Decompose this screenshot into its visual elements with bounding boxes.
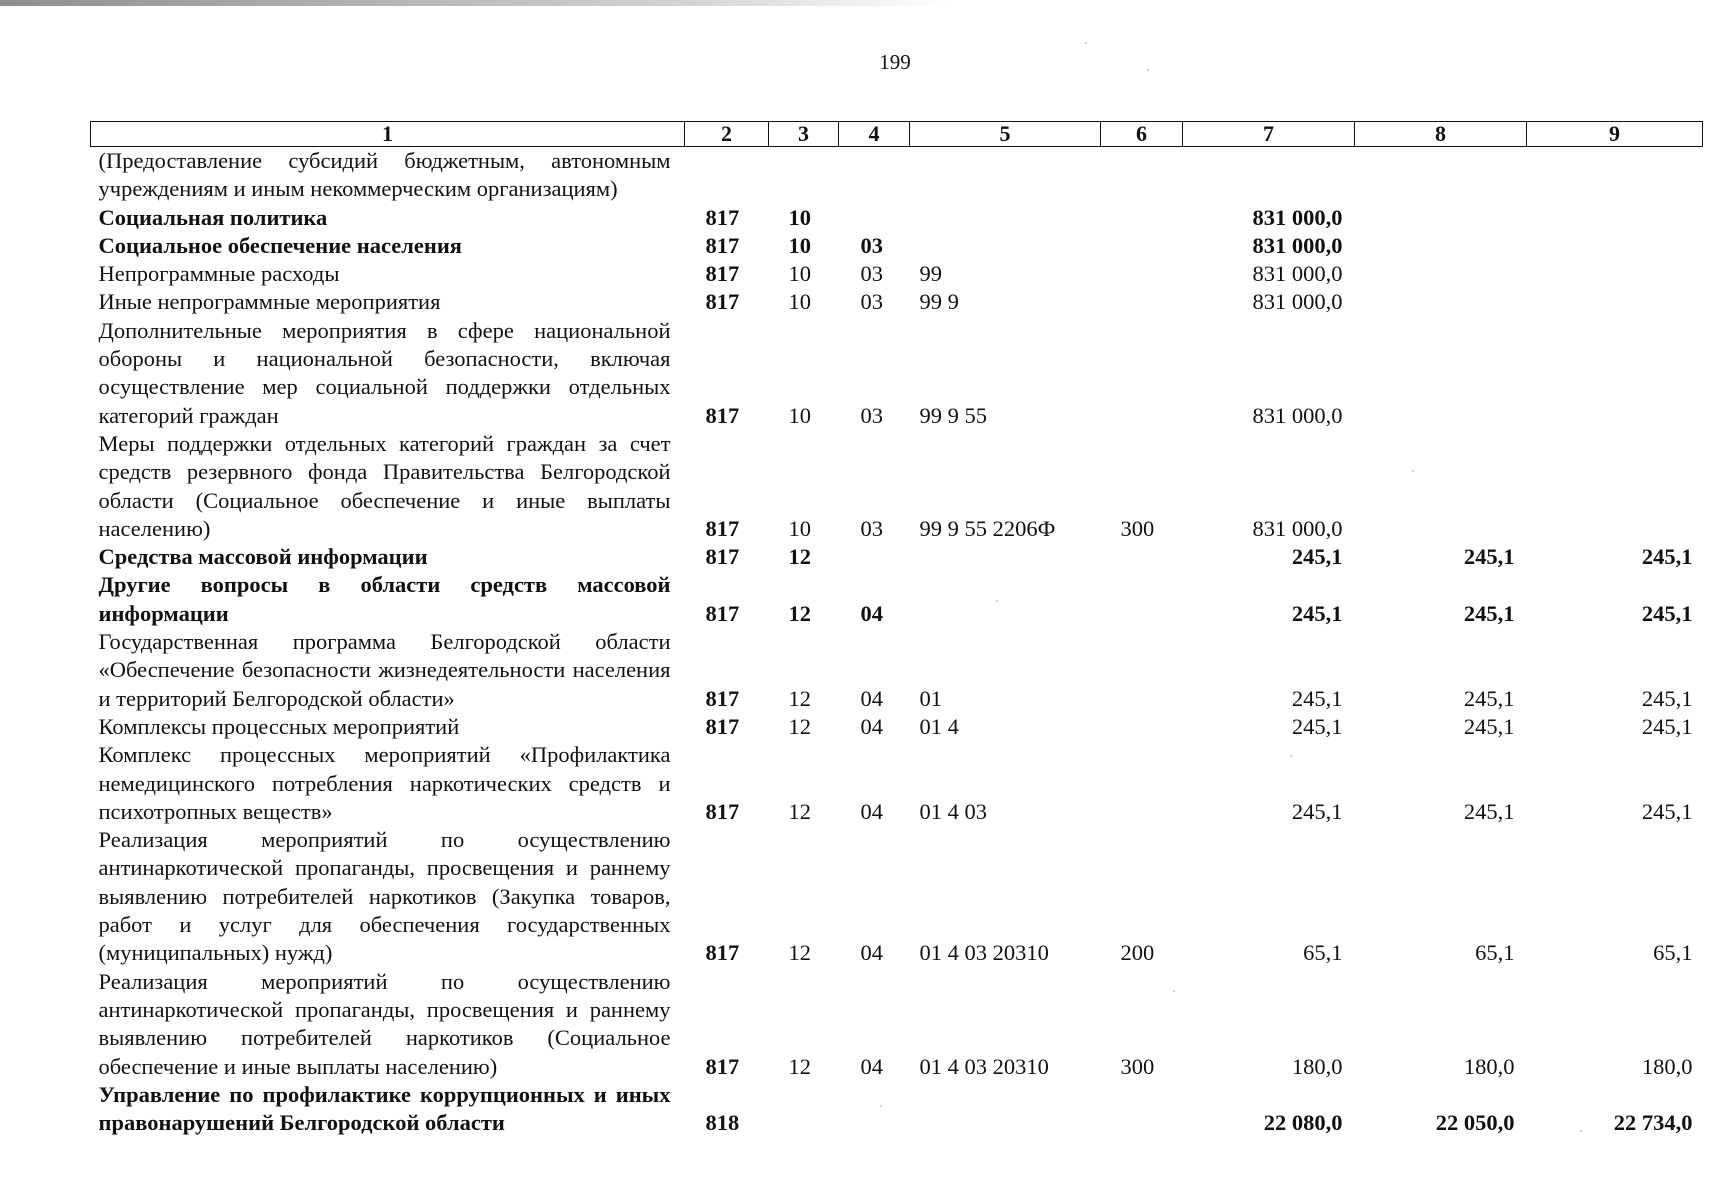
item-name-cell: Средства массовой информации bbox=[98, 544, 428, 570]
item-name-cell: Социальное обеспечение населения bbox=[98, 232, 462, 258]
amount-col7-cell: 245,1 bbox=[1291, 713, 1343, 739]
admin-code-cell: 817 bbox=[705, 600, 740, 626]
subsection-code-cell bbox=[839, 1081, 910, 1138]
expense-type-cell bbox=[1101, 232, 1183, 260]
admin-code-cell: 817 bbox=[705, 685, 740, 711]
expense-type-cell bbox=[1101, 628, 1183, 713]
admin-code-cell: 817 bbox=[705, 289, 740, 315]
amount-col9-cell bbox=[1527, 288, 1703, 316]
table-row bbox=[91, 1081, 1703, 1138]
scan-speck bbox=[1290, 755, 1292, 757]
budget-table bbox=[90, 121, 1703, 1137]
amount-col9-cell bbox=[1527, 317, 1703, 430]
admin-code-cell: 817 bbox=[705, 204, 740, 230]
table-row bbox=[91, 288, 1703, 316]
amount-col9-cell bbox=[1527, 260, 1703, 288]
header-cell: 3 bbox=[769, 122, 839, 147]
amount-col9-cell: 245,1 bbox=[1641, 798, 1693, 824]
expense-type-cell bbox=[1101, 317, 1183, 430]
subsection-code-cell: 03 bbox=[860, 289, 883, 315]
item-name-cell: Непрограммные расходы bbox=[98, 261, 340, 287]
page-number: 199 bbox=[879, 50, 911, 74]
table-body bbox=[91, 147, 1703, 1138]
target-article-cell bbox=[910, 571, 1101, 628]
scan-speck bbox=[1412, 470, 1414, 472]
section-code-cell bbox=[769, 147, 839, 204]
table-row bbox=[91, 147, 1703, 204]
admin-code-cell: 817 bbox=[705, 232, 740, 258]
amount-col7-cell: 831 000,0 bbox=[1252, 402, 1343, 428]
subsection-code-cell: 03 bbox=[860, 402, 883, 428]
admin-code-cell: 817 bbox=[705, 713, 740, 739]
amount-col7-cell: 65,1 bbox=[1303, 940, 1343, 966]
scan-speck bbox=[1085, 42, 1087, 44]
scan-speck bbox=[1147, 69, 1149, 71]
amount-col9-cell: 245,1 bbox=[1641, 544, 1693, 570]
amount-col8-cell: 245,1 bbox=[1463, 544, 1515, 570]
item-name-cell: Реализация мероприятий по осуществлению антинаркотической пропаганды, просвещения и раннему выявлению потребителей наркотиков (Социальное обеспечение и иные выплаты населению) bbox=[98, 968, 671, 1079]
section-code-cell: 12 bbox=[788, 685, 811, 711]
item-name-cell: Меры поддержки отдельных категорий граждан за счет средств резервного фонда Правительства Белгородской области (Социальное обеспечение и иные выплаты населению) bbox=[98, 430, 671, 541]
expense-type-cell: 300 bbox=[1120, 1053, 1155, 1079]
table-row bbox=[91, 741, 1703, 826]
amount-col9-cell bbox=[1527, 147, 1703, 204]
target-article-cell bbox=[910, 543, 1101, 571]
table-row bbox=[91, 713, 1703, 741]
expense-type-cell bbox=[1101, 543, 1183, 571]
target-article-cell: 99 bbox=[919, 261, 942, 287]
header-cell: 4 bbox=[839, 122, 910, 147]
header-row bbox=[91, 122, 1703, 147]
item-name-cell: Реализация мероприятий по осуществлению антинаркотической пропаганды, просвещения и раннему выявлению потребителей наркотиков (Закупка товаров, работ и услуг для обеспечения государственных (муниципальных) нужд) bbox=[98, 827, 671, 966]
subsection-code-cell: 04 bbox=[860, 940, 883, 966]
header-cell: 2 bbox=[685, 122, 769, 147]
amount-col7-cell: 245,1 bbox=[1291, 685, 1343, 711]
expense-type-cell bbox=[1101, 147, 1183, 204]
amount-col7-cell: 22 080,0 bbox=[1263, 1110, 1343, 1136]
subsection-code-cell: 04 bbox=[860, 1053, 883, 1079]
admin-code-cell bbox=[685, 147, 769, 204]
expense-type-cell bbox=[1101, 1081, 1183, 1138]
table-header bbox=[91, 122, 1703, 147]
admin-code-cell: 817 bbox=[705, 544, 740, 570]
expense-type-cell bbox=[1101, 260, 1183, 288]
subsection-code-cell: 04 bbox=[860, 685, 883, 711]
admin-code-cell: 817 bbox=[705, 798, 740, 824]
amount-col9-cell: 180,0 bbox=[1641, 1053, 1693, 1079]
table-row bbox=[91, 826, 1703, 967]
amount-col8-cell: 245,1 bbox=[1463, 600, 1515, 626]
amount-col8-cell: 180,0 bbox=[1463, 1053, 1515, 1079]
table-row bbox=[91, 232, 1703, 260]
amount-col8-cell bbox=[1355, 260, 1527, 288]
admin-code-cell: 817 bbox=[705, 402, 740, 428]
section-code-cell: 12 bbox=[788, 544, 811, 570]
scan-edge bbox=[0, 0, 950, 6]
table-row bbox=[91, 204, 1703, 232]
target-article-cell: 01 bbox=[919, 685, 942, 711]
table-row bbox=[91, 317, 1703, 430]
header-cell: 6 bbox=[1101, 122, 1183, 147]
admin-code-cell: 817 bbox=[705, 1053, 740, 1079]
section-code-cell: 10 bbox=[788, 232, 811, 258]
amount-col9-cell bbox=[1527, 430, 1703, 543]
amount-col8-cell: 65,1 bbox=[1475, 940, 1515, 966]
item-name-cell: Иные непрограммные мероприятия bbox=[98, 289, 441, 315]
table-row bbox=[91, 571, 1703, 628]
item-name-cell: Комплексы процессных мероприятий bbox=[98, 713, 460, 739]
amount-col9-cell: 245,1 bbox=[1641, 713, 1693, 739]
target-article-cell bbox=[910, 232, 1101, 260]
header-cell: 7 bbox=[1183, 122, 1355, 147]
amount-col8-cell: 245,1 bbox=[1463, 685, 1515, 711]
expense-type-cell bbox=[1101, 204, 1183, 232]
section-code-cell: 10 bbox=[788, 515, 811, 541]
amount-col7-cell: 245,1 bbox=[1291, 798, 1343, 824]
subsection-code-cell bbox=[839, 204, 910, 232]
target-article-cell bbox=[910, 1081, 1101, 1138]
subsection-code-cell: 03 bbox=[860, 261, 883, 287]
amount-col8-cell bbox=[1355, 430, 1527, 543]
target-article-cell: 01 4 03 20310 bbox=[919, 940, 1049, 966]
section-code-cell: 12 bbox=[788, 798, 811, 824]
header-cell: 8 bbox=[1355, 122, 1527, 147]
target-article-cell: 01 4 03 bbox=[919, 798, 987, 824]
section-code-cell: 12 bbox=[788, 713, 811, 739]
section-code-cell: 10 bbox=[788, 204, 811, 230]
admin-code-cell: 817 bbox=[705, 261, 740, 287]
section-code-cell: 10 bbox=[788, 289, 811, 315]
target-article-cell: 99 9 bbox=[919, 289, 959, 315]
expense-type-cell bbox=[1101, 288, 1183, 316]
section-code-cell: 12 bbox=[788, 940, 811, 966]
admin-code-cell: 818 bbox=[705, 1110, 740, 1136]
subsection-code-cell: 04 bbox=[860, 713, 883, 739]
scan-speck bbox=[996, 600, 998, 602]
amount-col8-cell bbox=[1355, 317, 1527, 430]
subsection-code-cell bbox=[839, 543, 910, 571]
item-name-cell: Комплекс процессных мероприятий «Профилактика немедицинского потребления наркотических средств и психотропных веществ» bbox=[98, 742, 671, 824]
expense-type-cell bbox=[1101, 571, 1183, 628]
amount-col8-cell: 22 050,0 bbox=[1435, 1110, 1515, 1136]
amount-col7-cell: 245,1 bbox=[1291, 544, 1343, 570]
table-row bbox=[91, 260, 1703, 288]
section-code-cell: 10 bbox=[788, 402, 811, 428]
amount-col7-cell bbox=[1183, 147, 1355, 204]
table-row bbox=[91, 430, 1703, 543]
target-article-cell bbox=[910, 147, 1101, 204]
table-row bbox=[91, 628, 1703, 713]
amount-col9-cell: 245,1 bbox=[1641, 600, 1693, 626]
header-cell: 5 bbox=[910, 122, 1101, 147]
amount-col8-cell bbox=[1355, 288, 1527, 316]
amount-col8-cell bbox=[1355, 147, 1527, 204]
header-cell: 1 bbox=[91, 122, 685, 147]
subsection-code-cell: 04 bbox=[860, 600, 883, 626]
amount-col9-cell: 65,1 bbox=[1653, 940, 1693, 966]
subsection-code-cell: 03 bbox=[860, 515, 883, 541]
expense-type-cell bbox=[1101, 713, 1183, 741]
section-code-cell: 10 bbox=[788, 261, 811, 287]
subsection-code-cell bbox=[839, 147, 910, 204]
scan-speck bbox=[1173, 990, 1175, 992]
scan-speck bbox=[880, 1105, 882, 1107]
subsection-code-cell: 04 bbox=[860, 798, 883, 824]
admin-code-cell: 817 bbox=[705, 940, 740, 966]
amount-col7-cell: 831 000,0 bbox=[1252, 261, 1343, 287]
item-name-cell: Дополнительные мероприятия в сфере национальной обороны и национальной безопасности, включая осуществление мер социальной поддержки отдельных категорий граждан bbox=[98, 317, 671, 428]
subsection-code-cell: 03 bbox=[860, 232, 883, 258]
scan-speck bbox=[1580, 1130, 1582, 1132]
target-article-cell: 01 4 03 20310 bbox=[919, 1053, 1049, 1079]
header-cell: 9 bbox=[1527, 122, 1703, 147]
expense-type-cell bbox=[1101, 741, 1183, 826]
amount-col8-cell: 245,1 bbox=[1463, 713, 1515, 739]
item-name-cell: Другие вопросы в области средств массовой информации bbox=[98, 572, 671, 626]
target-article-cell bbox=[910, 204, 1101, 232]
amount-col7-cell: 831 000,0 bbox=[1252, 289, 1343, 315]
amount-col7-cell: 831 000,0 bbox=[1252, 232, 1343, 258]
target-article-cell: 99 9 55 bbox=[919, 402, 987, 428]
amount-col8-cell: 245,1 bbox=[1463, 798, 1515, 824]
expense-type-cell: 300 bbox=[1120, 515, 1155, 541]
amount-col9-cell bbox=[1527, 232, 1703, 260]
amount-col7-cell: 831 000,0 bbox=[1252, 204, 1343, 230]
amount-col7-cell: 831 000,0 bbox=[1252, 515, 1343, 541]
table-row bbox=[91, 543, 1703, 571]
table-row bbox=[91, 968, 1703, 1081]
amount-col7-cell: 180,0 bbox=[1291, 1053, 1343, 1079]
section-code-cell: 12 bbox=[788, 1053, 811, 1079]
section-code-cell: 12 bbox=[788, 600, 811, 626]
target-article-cell: 99 9 55 2206Ф bbox=[919, 515, 1056, 541]
amount-col8-cell bbox=[1355, 232, 1527, 260]
item-name-cell: Государственная программа Белгородской области «Обеспечение безопасности жизнедеятельности населения и территорий Белгородской области» bbox=[98, 629, 671, 711]
item-name-cell: (Предоставление субсидий бюджетным, автономным учреждениям и иным некоммерческим организациям) bbox=[98, 148, 671, 202]
section-code-cell bbox=[769, 1081, 839, 1138]
amount-col9-cell: 245,1 bbox=[1641, 685, 1693, 711]
item-name-cell: Социальная политика bbox=[98, 204, 328, 230]
admin-code-cell: 817 bbox=[705, 515, 740, 541]
expense-type-cell: 200 bbox=[1120, 940, 1155, 966]
target-article-cell: 01 4 bbox=[919, 713, 959, 739]
item-name-cell: Управление по профилактике коррупционных и иных правонарушений Белгородской области bbox=[98, 1081, 671, 1136]
amount-col7-cell: 245,1 bbox=[1291, 600, 1343, 626]
amount-col9-cell bbox=[1527, 204, 1703, 232]
amount-col8-cell bbox=[1355, 204, 1527, 232]
amount-col9-cell: 22 734,0 bbox=[1613, 1110, 1693, 1136]
